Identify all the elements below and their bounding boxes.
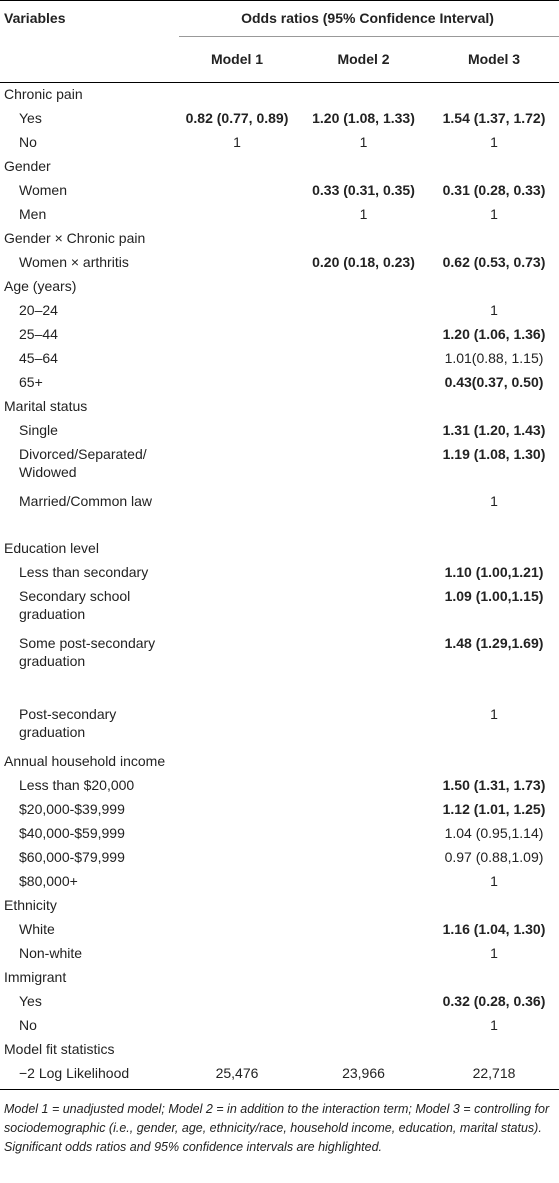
model-3-value xyxy=(429,82,559,106)
table-row xyxy=(0,1061,559,1085)
model-3-value: 0.62 (0.53, 0.73) xyxy=(442,254,546,270)
table-row xyxy=(0,797,559,821)
model-1-value xyxy=(176,1037,298,1061)
model-2-value xyxy=(298,749,429,773)
model-1-value xyxy=(176,202,298,226)
model-3-value xyxy=(429,965,559,989)
variable-label: −2 Log Likelihood xyxy=(19,1065,130,1081)
section-label: Chronic pain xyxy=(4,86,83,102)
model-3-value: 1.10 (1.00,1.21) xyxy=(444,564,544,580)
section-label: Immigrant xyxy=(4,969,67,985)
model-2-value xyxy=(298,989,429,1013)
model-3-value: 1 xyxy=(490,134,498,150)
section-row xyxy=(0,1037,559,1061)
model-3-value: 22,718 xyxy=(472,1065,516,1081)
model-1-value xyxy=(176,274,298,298)
model-2-value xyxy=(298,941,429,965)
model-2-value xyxy=(298,489,429,536)
model-3-value: 1.04 (0.95,1.14) xyxy=(444,825,544,841)
model-3-value xyxy=(429,1037,559,1061)
model-3-value: 0.31 (0.28, 0.33) xyxy=(442,182,546,198)
model-1-value: 1 xyxy=(233,134,241,150)
odds-ratio-group-header: Odds ratios (95% Confidence Interval) xyxy=(241,10,494,26)
variable-label: Single xyxy=(19,422,58,438)
model-3-value: 1.09 (1.00,1.15) xyxy=(444,588,544,604)
model-2-value: 1.20 (1.08, 1.33) xyxy=(312,110,415,126)
model-1-value xyxy=(176,821,298,845)
model-2-value: 23,966 xyxy=(342,1065,385,1081)
table-row xyxy=(0,773,559,797)
table-row xyxy=(0,418,559,442)
model-3-value: 1.20 (1.06, 1.36) xyxy=(442,326,546,342)
model-2-value xyxy=(298,274,429,298)
model-2-value xyxy=(298,560,429,584)
variable-label: No xyxy=(19,1017,37,1033)
table-row xyxy=(0,821,559,845)
section-label: Gender xyxy=(4,158,51,174)
model-3-value xyxy=(429,893,559,917)
model-1-value xyxy=(176,489,298,536)
section-label: Age (years) xyxy=(4,278,77,294)
model-1-value xyxy=(176,178,298,202)
table-row xyxy=(0,322,559,346)
model-3-value: 1.50 (1.31, 1.73) xyxy=(442,777,546,793)
model-2-value xyxy=(298,1013,429,1037)
model-3-value xyxy=(429,536,559,560)
model-3-value: 1.31 (1.20, 1.43) xyxy=(442,422,546,438)
variable-label: Women xyxy=(19,182,67,198)
model-3-value xyxy=(429,226,559,250)
table-row xyxy=(0,106,559,130)
model-2-value xyxy=(298,845,429,869)
model-1-value xyxy=(176,941,298,965)
model-2-value xyxy=(298,226,429,250)
model-2-value xyxy=(298,631,429,702)
table-row xyxy=(0,370,559,394)
variable-label: 20–24 xyxy=(19,302,58,318)
model-3-value xyxy=(429,394,559,418)
section-label: Education level xyxy=(4,540,99,556)
model-1-value xyxy=(176,418,298,442)
model-3-value: 1 xyxy=(490,302,498,318)
model-1-value xyxy=(176,773,298,797)
model-2-value xyxy=(298,965,429,989)
model-1-value xyxy=(176,560,298,584)
model-3-header: Model 3 xyxy=(467,51,521,67)
model-1-value: 25,476 xyxy=(215,1065,259,1081)
model-2-value xyxy=(298,322,429,346)
model-1-value xyxy=(176,584,298,631)
model-1-value xyxy=(176,154,298,178)
model-1-value xyxy=(176,989,298,1013)
model-1-value: 0.82 (0.77, 0.89) xyxy=(185,110,289,126)
model-2-value xyxy=(298,418,429,442)
variable-label: 45–64 xyxy=(19,350,58,366)
table-footnote: Model 1 = unadjusted model; Model 2 = in addition to the interaction term; Model 3 = controlling for sociodemographic (i.e., gender, age, ethnicity/race, household income, education, marital status). Significant odds ratios and 95% confidence intervals are highlighted. xyxy=(4,1102,550,1154)
model-3-value: 0.43(0.37, 0.50) xyxy=(444,374,544,390)
table-row xyxy=(0,250,559,274)
model-1-value xyxy=(176,226,298,250)
variable-label: 65+ xyxy=(19,374,43,390)
variable-label: Secondary school graduation xyxy=(19,588,131,622)
model-3-value: 1.01(0.88, 1.15) xyxy=(444,350,544,366)
table-row xyxy=(0,130,559,154)
model-2-value xyxy=(298,154,429,178)
variable-label: $40,000-$59,999 xyxy=(19,825,125,841)
table-row xyxy=(0,298,559,322)
variable-label: $20,000-$39,999 xyxy=(19,801,125,817)
model-2-header: Model 2 xyxy=(337,51,390,67)
table-bottom-rule xyxy=(0,1089,559,1090)
model-2-value: 1 xyxy=(359,206,368,222)
model-1-value xyxy=(176,797,298,821)
variable-label: $80,000+ xyxy=(19,873,78,889)
section-row xyxy=(0,226,559,250)
model-1-header: Model 1 xyxy=(210,51,264,67)
table-body xyxy=(0,82,559,1085)
section-label: Ethnicity xyxy=(4,897,57,913)
variable-label: Married/Common law xyxy=(19,493,153,509)
model-2-value xyxy=(298,370,429,394)
section-label: Marital status xyxy=(4,398,88,414)
model-1-value xyxy=(176,250,298,274)
model-2-value xyxy=(298,893,429,917)
variable-label: Non-white xyxy=(19,945,83,961)
model-2-value xyxy=(298,298,429,322)
model-1-value xyxy=(176,893,298,917)
variable-label: Yes xyxy=(19,110,42,126)
model-2-value xyxy=(298,869,429,893)
model-3-value: 1.16 (1.04, 1.30) xyxy=(442,921,546,937)
model-2-value xyxy=(298,536,429,560)
model-1-value xyxy=(176,298,298,322)
model-1-value xyxy=(176,749,298,773)
table-row xyxy=(0,869,559,893)
variable-label: Less than $20,000 xyxy=(19,777,135,793)
table-row xyxy=(0,202,559,226)
section-label: Annual household income xyxy=(4,753,166,769)
table-row xyxy=(0,178,559,202)
table-row xyxy=(0,702,559,749)
table-row xyxy=(0,631,559,702)
model-2-value xyxy=(298,346,429,370)
variable-label: No xyxy=(19,134,37,150)
variable-label: Some post-secondary graduation xyxy=(19,635,156,669)
model-1-value xyxy=(176,1013,298,1037)
variable-label: $60,000-$79,999 xyxy=(19,849,125,865)
model-2-value xyxy=(298,821,429,845)
table-row xyxy=(0,917,559,941)
section-row xyxy=(0,536,559,560)
model-3-value: 1 xyxy=(490,873,498,889)
model-1-value xyxy=(176,965,298,989)
model-1-value xyxy=(176,702,298,749)
model-3-value: 0.32 (0.28, 0.36) xyxy=(442,993,546,1009)
section-row xyxy=(0,82,559,106)
variables-header: Variables xyxy=(4,10,66,26)
model-1-value xyxy=(176,869,298,893)
model-2-value xyxy=(298,917,429,941)
table-row xyxy=(0,1013,559,1037)
model-2-value: 1 xyxy=(359,134,368,150)
model-1-value xyxy=(176,322,298,346)
variable-label: Divorced/Separated/ Widowed xyxy=(19,446,147,480)
table-row xyxy=(0,989,559,1013)
model-3-value xyxy=(429,274,559,298)
model-1-value xyxy=(176,631,298,702)
model-1-value xyxy=(176,346,298,370)
variable-label: 25–44 xyxy=(19,326,58,342)
model-3-value: 0.97 (0.88,1.09) xyxy=(444,849,544,865)
model-3-value xyxy=(429,154,559,178)
table-row xyxy=(0,845,559,869)
model-2-value xyxy=(298,394,429,418)
variable-label: Men xyxy=(19,206,47,222)
model-3-value: 1 xyxy=(490,1017,498,1033)
model-3-value: 1.54 (1.37, 1.72) xyxy=(442,110,546,126)
model-2-value xyxy=(298,584,429,631)
model-3-value xyxy=(429,749,559,773)
table-row xyxy=(0,489,559,536)
model-1-value xyxy=(176,845,298,869)
model-3-value: 1.12 (1.01, 1.25) xyxy=(442,801,546,817)
section-row xyxy=(0,965,559,989)
table-row xyxy=(0,442,559,489)
table-row xyxy=(0,560,559,584)
model-1-value xyxy=(176,917,298,941)
model-2-value xyxy=(298,797,429,821)
section-row xyxy=(0,893,559,917)
section-row xyxy=(0,154,559,178)
variable-label: Yes xyxy=(19,993,42,1009)
model-3-value: 1 xyxy=(490,493,498,509)
model-1-value xyxy=(176,536,298,560)
empty-header-cell xyxy=(0,36,176,82)
model-2-value xyxy=(298,773,429,797)
model-2-value: 0.33 (0.31, 0.35) xyxy=(312,182,415,198)
model-2-value xyxy=(298,82,429,106)
variable-label: Less than secondary xyxy=(19,564,149,580)
section-row xyxy=(0,749,559,773)
section-row xyxy=(0,274,559,298)
variable-label: White xyxy=(19,921,55,937)
model-3-value: 1 xyxy=(490,706,498,722)
variable-label: Women × arthritis xyxy=(19,254,129,270)
model-3-value: 1.19 (1.08, 1.30) xyxy=(442,446,546,462)
model-1-value xyxy=(176,82,298,106)
section-label: Gender × Chronic pain xyxy=(4,230,146,246)
model-2-value xyxy=(298,442,429,489)
model-2-value: 0.20 (0.18, 0.23) xyxy=(312,254,415,270)
model-3-value: 1 xyxy=(490,206,498,222)
model-1-value xyxy=(176,394,298,418)
model-1-value xyxy=(176,442,298,489)
table-row xyxy=(0,941,559,965)
section-row xyxy=(0,394,559,418)
table-row xyxy=(0,584,559,631)
model-2-value xyxy=(298,702,429,749)
table-row xyxy=(0,346,559,370)
model-3-value: 1.48 (1.29,1.69) xyxy=(444,635,544,651)
section-label: Model fit statistics xyxy=(4,1041,115,1057)
model-1-value xyxy=(176,370,298,394)
variable-label: Post-secondary graduation xyxy=(19,706,117,740)
model-3-value: 1 xyxy=(490,945,498,961)
model-2-value xyxy=(298,1037,429,1061)
